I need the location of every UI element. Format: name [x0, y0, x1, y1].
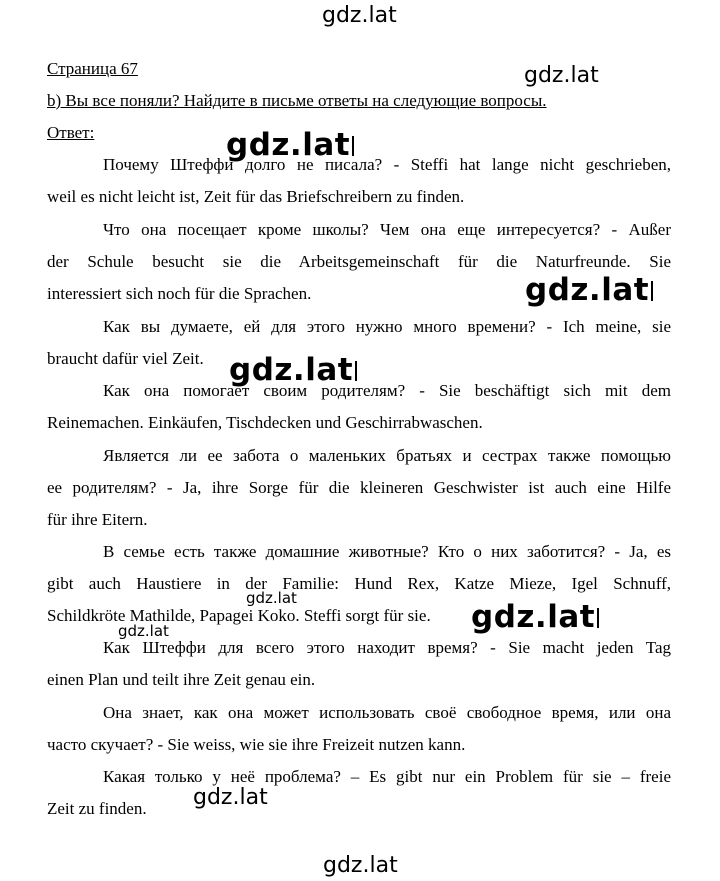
watermark: gdz.lat [118, 622, 169, 640]
text-line: Как вы думаете, ей для этого нужно много времени? - Ich meine, sie [103, 317, 671, 336]
watermark: gdz.lat [229, 352, 357, 388]
text-line: Является ли ее забота о маленьких братьях и сестрах также помощью [103, 446, 671, 465]
watermark: gdz.lat [524, 63, 599, 88]
text-line: weil es nicht leicht ist, Zeit für das Briefschreibern zu finden. [47, 187, 465, 206]
watermark: gdz.lat [193, 785, 268, 810]
text-line: interessiert sich noch für die Sprachen. [47, 284, 312, 303]
text-line: Как она помогает своим родителям? - Sie beschäftigt sich mit dem [103, 381, 671, 400]
watermark: gdz.lat [322, 3, 397, 28]
text-line: Какая только у неё проблема? – Es gibt nur ein Problem für sie – freie [103, 767, 671, 786]
text-line: часто скучает? - Sie weiss, wie sie ihre Freizeit nutzen kann. [47, 735, 466, 754]
text-line: der Schule besucht sie die Arbeitsgemeinschaft für die Naturfreunde. Sie [47, 252, 671, 271]
page-number: Страница 67 [47, 59, 138, 78]
text-line: für ihre Eitern. [47, 510, 148, 529]
watermark: gdz.lat [471, 599, 599, 635]
text-line: Как Штеффи для всего этого находит время? - Sie macht jeden Tag [103, 638, 671, 657]
task-title: b) Вы все поняли? Найдите в письме ответы на следующие вопросы. [47, 91, 547, 110]
text-line: Она знает, как она может использовать своё свободное время, или она [103, 703, 671, 722]
text-line: В семье есть также домашние животные? Кто о них заботится? - Ja, es [103, 542, 671, 561]
text-line: Schildkröte Mathilde, Papagei Koko. Steffi sorgt für sie. [47, 606, 431, 625]
watermark: gdz.lat [525, 272, 653, 308]
text-line: einen Plan und teilt ihre Zeit genau ein. [47, 670, 316, 689]
text-line: Почему Штеффи долго не писала? - Steffi hat lange nicht geschrieben, [103, 155, 671, 174]
watermark: gdz.lat [246, 589, 297, 607]
text-line: Zeit zu finden. [47, 799, 147, 818]
text-line: ее родителям? - Ja, ihre Sorge für die kleineren Geschwister ist auch eine Hilfe [47, 478, 671, 497]
text-line: Reinemachen. Einkäufen, Tischdecken und Geschirrabwaschen. [47, 413, 483, 432]
text-line: Что она посещает кроме школы? Чем она еще интересуется? - Außer [103, 220, 671, 239]
watermark: gdz.lat [323, 853, 398, 878]
text-line: braucht dafür viel Zeit. [47, 349, 204, 368]
text-line: gibt auch Haustiere in der Familie: Hund Rex, Katze Mieze, Igel Schnuff, [47, 574, 671, 593]
watermark: gdz.lat [226, 127, 354, 163]
answer-label: Ответ: [47, 123, 95, 142]
